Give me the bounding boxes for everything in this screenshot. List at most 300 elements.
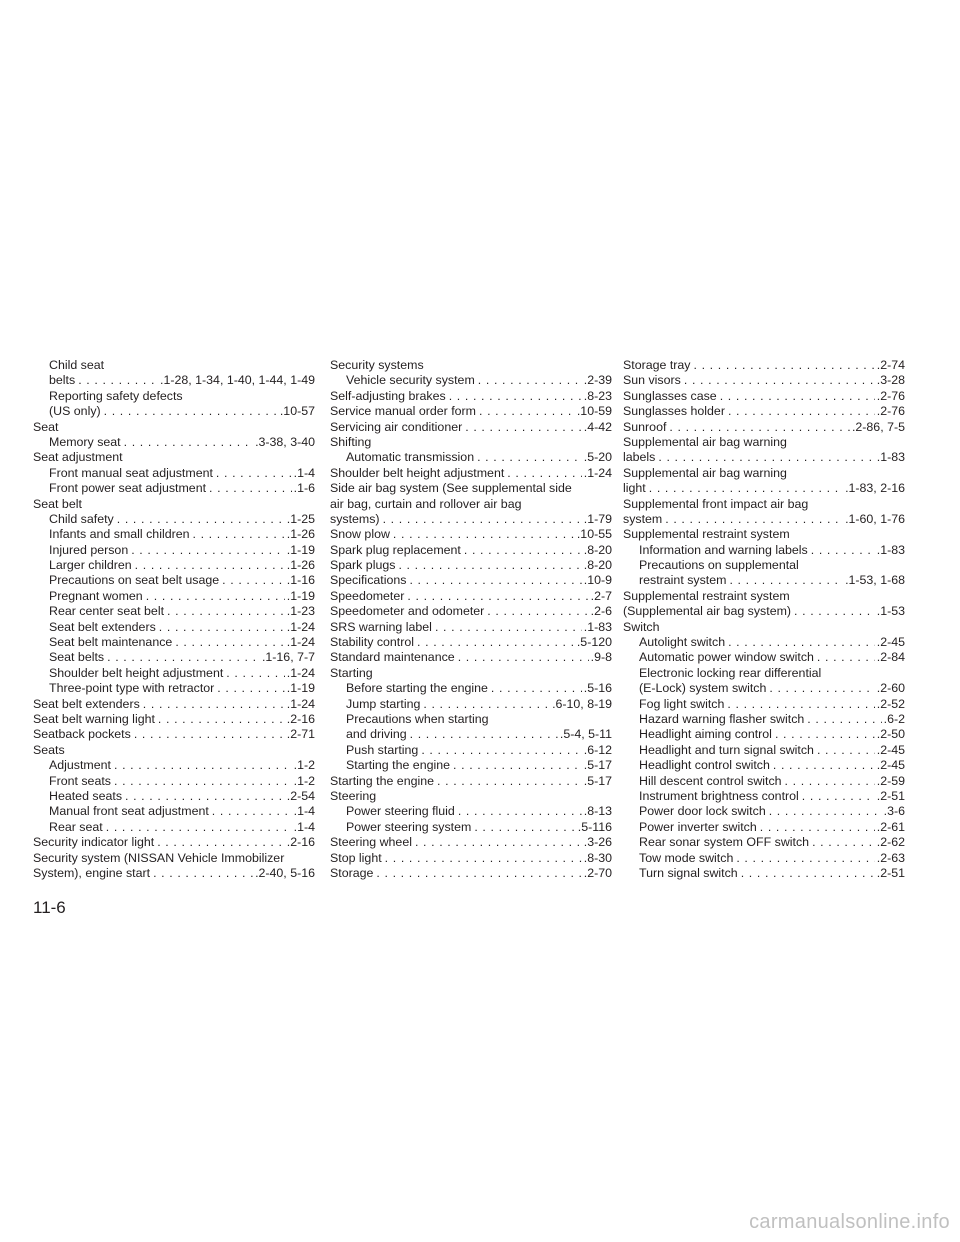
index-entry-page: .10-57 bbox=[279, 404, 315, 419]
dot-leader bbox=[462, 420, 582, 435]
index-entry bbox=[330, 373, 612, 388]
index-entry-label: systems) bbox=[330, 511, 380, 526]
dot-leader bbox=[782, 774, 875, 789]
index-entry bbox=[623, 650, 905, 665]
index-entry bbox=[623, 697, 905, 712]
dot-leader bbox=[814, 743, 875, 758]
index-entry bbox=[33, 466, 315, 481]
index-entry-label: Three-point type with retractor bbox=[49, 681, 215, 696]
index-entry-label: Supplemental restraint system bbox=[623, 588, 790, 603]
index-entry-page: .1-24 bbox=[583, 465, 612, 480]
index-entry bbox=[330, 558, 612, 573]
index-entry-label: SRS warning label bbox=[330, 619, 432, 634]
index-entry-page: .1-28, 1-34, 1-40, 1-44, 1-49 bbox=[160, 373, 315, 388]
index-entry-label: Security indicator light bbox=[33, 835, 155, 850]
index-entry bbox=[330, 666, 612, 681]
index-entry bbox=[330, 589, 612, 604]
index-entry-label: Spark plugs bbox=[330, 558, 396, 573]
index-entry-label: Speedometer and odometer bbox=[330, 604, 485, 619]
index-entry bbox=[33, 404, 315, 419]
index-entry-label: Security systems bbox=[330, 358, 424, 372]
index-entry-page: .1-2 bbox=[293, 758, 315, 773]
index-entry-label: Child safety bbox=[49, 511, 114, 526]
index-entry bbox=[330, 358, 612, 373]
index-entry-label: Storage bbox=[330, 865, 374, 880]
dot-leader bbox=[114, 512, 285, 527]
index-entry bbox=[623, 681, 905, 696]
index-entry-page: .5-17 bbox=[583, 758, 612, 773]
index-entry-label: Seat belt warning light bbox=[33, 711, 155, 726]
index-entry-label: Infants and small children bbox=[49, 527, 190, 542]
index-entry-label: Automatic power window switch bbox=[639, 650, 814, 665]
index-entry bbox=[623, 835, 905, 850]
index-entry-page: .1-4 bbox=[293, 465, 315, 480]
dot-leader bbox=[209, 804, 292, 819]
dot-leader bbox=[140, 697, 285, 712]
index-entry-page: .2-52 bbox=[876, 696, 905, 711]
index-entry-label: Self-adjusting brakes bbox=[330, 388, 446, 403]
index-entry bbox=[330, 774, 612, 789]
index-entry-page: .1-83 bbox=[583, 619, 612, 634]
index-entry-page: .9-8 bbox=[590, 650, 612, 665]
index-entry-label: Jump starting bbox=[346, 696, 421, 711]
index-entry bbox=[33, 835, 315, 850]
index-entry bbox=[33, 681, 315, 696]
index-entry bbox=[623, 435, 905, 450]
index-entry-label: Starting the engine bbox=[330, 773, 435, 788]
index-entry bbox=[623, 558, 905, 573]
index-entry-label: Rear sonar system OFF switch bbox=[639, 835, 810, 850]
index-entry-label: Shifting bbox=[330, 434, 372, 449]
index-entry-label: Vehicle security system bbox=[346, 373, 475, 388]
index-entry-page: .5-4, 5-11 bbox=[559, 727, 612, 742]
index-entry-label: Before starting the engine bbox=[346, 681, 488, 696]
index-entry-label: Supplemental restraint system bbox=[623, 527, 790, 542]
index-entry-label: Reporting safety defects bbox=[49, 388, 183, 403]
index-entry-label: restraint system bbox=[639, 573, 727, 588]
dot-leader bbox=[373, 866, 581, 881]
index-entry bbox=[330, 435, 612, 450]
dot-leader bbox=[412, 835, 582, 850]
dot-leader bbox=[757, 820, 875, 835]
index-entry bbox=[33, 851, 315, 866]
dot-leader bbox=[791, 604, 875, 619]
index-entry-label: Front manual seat adjustment bbox=[49, 465, 213, 480]
index-entry-label: and driving bbox=[346, 727, 407, 742]
index-entry-label: Switch bbox=[623, 619, 660, 634]
dot-leader bbox=[432, 620, 582, 635]
index-entry bbox=[330, 697, 612, 712]
index-entry-page: .8-30 bbox=[583, 850, 612, 865]
index-entry bbox=[623, 389, 905, 404]
index-entry-page: .1-25 bbox=[286, 511, 315, 526]
index-entry bbox=[33, 789, 315, 804]
index-entry bbox=[33, 527, 315, 542]
index-entry bbox=[33, 743, 315, 758]
index-column-1 bbox=[33, 358, 315, 881]
index-entry-label: belts bbox=[49, 373, 76, 388]
index-entry bbox=[330, 420, 612, 435]
index-entry-page: .1-4 bbox=[293, 819, 315, 834]
index-entry-page: .10-59 bbox=[576, 404, 612, 419]
index-entry-page: .2-59 bbox=[876, 773, 905, 788]
dot-leader bbox=[390, 527, 575, 542]
dot-leader bbox=[646, 481, 843, 496]
index-entry-page: .1-83 bbox=[876, 542, 905, 557]
index-entry bbox=[330, 604, 612, 619]
dot-leader bbox=[121, 435, 253, 450]
index-entry-label: Starting bbox=[330, 665, 373, 680]
index-entry bbox=[330, 573, 612, 588]
index-entry bbox=[33, 512, 315, 527]
index-entry bbox=[330, 820, 612, 835]
index-entry bbox=[623, 420, 905, 435]
index-entry-page: .2-76 bbox=[876, 388, 905, 403]
index-entry bbox=[330, 450, 612, 465]
index-entry bbox=[33, 820, 315, 835]
dot-leader bbox=[476, 404, 575, 419]
dot-leader bbox=[406, 573, 581, 588]
dot-leader bbox=[766, 804, 882, 819]
index-entry bbox=[623, 727, 905, 742]
index-entry-page: .2-71 bbox=[286, 727, 315, 742]
dot-leader bbox=[104, 650, 260, 665]
dot-leader bbox=[662, 512, 843, 527]
dot-leader bbox=[223, 666, 284, 681]
dot-leader bbox=[461, 543, 582, 558]
index-entry-page: .8-23 bbox=[583, 388, 612, 403]
index-entry-label: Supplemental air bag warning bbox=[623, 465, 787, 480]
index-entry bbox=[330, 650, 612, 665]
dot-leader bbox=[414, 635, 575, 650]
dot-leader bbox=[474, 450, 582, 465]
dot-leader bbox=[733, 851, 874, 866]
index-entry-page: .5-16 bbox=[583, 681, 612, 696]
index-entry bbox=[623, 666, 905, 681]
index-entry-page: .1-83, 2-16 bbox=[845, 481, 905, 496]
index-entry-page: .1-19 bbox=[286, 681, 315, 696]
index-entry-label: labels bbox=[623, 450, 656, 465]
dot-leader bbox=[111, 758, 292, 773]
index-entry bbox=[623, 789, 905, 804]
dot-leader bbox=[404, 589, 588, 604]
index-entry bbox=[330, 727, 612, 742]
index-entry-label: Sunglasses case bbox=[623, 388, 717, 403]
index-entry-label: Push starting bbox=[346, 742, 419, 757]
index-entry-page: .1-24 bbox=[286, 665, 315, 680]
index-entry-page: .2-54 bbox=[286, 788, 315, 803]
index-entry-page: .2-45 bbox=[876, 758, 905, 773]
index-entry-label: Standard maintenance bbox=[330, 650, 455, 665]
dot-leader bbox=[101, 404, 278, 419]
index-entry-page: .6-10, 8-19 bbox=[552, 696, 612, 711]
index-entry-label: Snow plow bbox=[330, 527, 390, 542]
index-entry-label: Sunroof bbox=[623, 419, 667, 434]
index-entry-label: Precautions on seat belt usage bbox=[49, 573, 220, 588]
index-entry-page: .2-84 bbox=[876, 650, 905, 665]
index-entry bbox=[33, 389, 315, 404]
index-entry-page: .3-6 bbox=[883, 804, 905, 819]
index-entry-label: Sunglasses holder bbox=[623, 404, 725, 419]
index-entry-page: .1-4 bbox=[293, 804, 315, 819]
index-entry bbox=[330, 620, 612, 635]
index-entry bbox=[33, 373, 315, 388]
index-entry-label: Rear seat bbox=[49, 819, 103, 834]
index-entry bbox=[33, 543, 315, 558]
dot-leader bbox=[770, 758, 875, 773]
index-entry-label: Tow mode switch bbox=[639, 850, 734, 865]
dot-leader bbox=[122, 789, 285, 804]
dot-leader bbox=[407, 727, 558, 742]
index-entry-label: Power inverter switch bbox=[639, 819, 757, 834]
index-entry-page: .1-19 bbox=[286, 542, 315, 557]
index-entry-label: Side air bag system (See supplemental side bbox=[330, 481, 572, 496]
index-entry bbox=[330, 481, 612, 496]
dot-leader bbox=[154, 835, 285, 850]
index-entry-page: .1-53 bbox=[876, 604, 905, 619]
dot-leader bbox=[471, 820, 575, 835]
index-entry-label: Hill descent control switch bbox=[639, 773, 782, 788]
index-entry bbox=[623, 804, 905, 819]
index-entry bbox=[33, 635, 315, 650]
index-entry bbox=[623, 851, 905, 866]
index-entry-label: Adjustment bbox=[49, 758, 111, 773]
index-entry bbox=[33, 589, 315, 604]
index-entry-label: Specifications bbox=[330, 573, 407, 588]
index-entry-label: Speedometer bbox=[330, 588, 405, 603]
index-entry bbox=[33, 450, 315, 465]
index-entry bbox=[623, 743, 905, 758]
index-entry-label: Service manual order form bbox=[330, 404, 476, 419]
index-entry bbox=[623, 404, 905, 419]
index-entry-page: .10-9 bbox=[583, 573, 612, 588]
index-entry-label: Stability control bbox=[330, 635, 415, 650]
index-column-2 bbox=[330, 358, 612, 881]
dot-leader bbox=[691, 358, 875, 373]
dot-leader bbox=[382, 851, 582, 866]
index-entry-label: Headlight aiming control bbox=[639, 727, 772, 742]
dot-leader bbox=[434, 774, 582, 789]
dot-leader bbox=[809, 835, 875, 850]
index-entry bbox=[330, 389, 612, 404]
index-entry bbox=[33, 558, 315, 573]
index-entry-label: Storage tray bbox=[623, 358, 691, 372]
index-entry-page: .2-70 bbox=[583, 865, 612, 880]
dot-leader bbox=[666, 420, 850, 435]
dot-leader bbox=[655, 450, 874, 465]
index-entry bbox=[623, 450, 905, 465]
index-entry-page: .1-26 bbox=[286, 527, 315, 542]
index-entry-label: Power door lock switch bbox=[639, 804, 766, 819]
index-entry-page: .2-62 bbox=[876, 835, 905, 850]
index-entry-page: .2-16 bbox=[286, 835, 315, 850]
index-entry-page: .4-42 bbox=[583, 419, 612, 434]
index-entry bbox=[623, 712, 905, 727]
index-entry-page: .2-61 bbox=[876, 819, 905, 834]
dot-leader bbox=[214, 681, 284, 696]
index-entry bbox=[623, 758, 905, 773]
dot-leader bbox=[206, 481, 292, 496]
index-entry-page: .2-39 bbox=[583, 373, 612, 388]
index-entry-label: Steering bbox=[330, 788, 377, 803]
index-entry bbox=[330, 835, 612, 850]
index-entry bbox=[330, 866, 612, 881]
index-entry-page: .1-24 bbox=[286, 619, 315, 634]
index-entry bbox=[33, 727, 315, 742]
index-entry bbox=[330, 527, 612, 542]
index-entry bbox=[623, 589, 905, 604]
index-entry-label: Manual front seat adjustment bbox=[49, 804, 209, 819]
index-entry-page: .1-23 bbox=[286, 604, 315, 619]
dot-leader bbox=[213, 466, 292, 481]
index-entry bbox=[33, 650, 315, 665]
dot-leader bbox=[681, 373, 875, 388]
index-entry-label: Seats bbox=[33, 742, 65, 757]
dot-leader bbox=[475, 373, 582, 388]
dot-leader bbox=[455, 804, 582, 819]
index-entry-page: .2-16 bbox=[286, 711, 315, 726]
index-entry-label: Shoulder belt height adjustment bbox=[49, 665, 224, 680]
index-entry-label: Seat belt maintenance bbox=[49, 635, 173, 650]
index-entry bbox=[330, 758, 612, 773]
index-entry-label: Headlight and turn signal switch bbox=[639, 742, 814, 757]
dot-leader bbox=[418, 743, 581, 758]
index-entry bbox=[33, 604, 315, 619]
index-entry-label: Pregnant women bbox=[49, 588, 143, 603]
index-entry bbox=[330, 466, 612, 481]
index-entry-page: .2-7 bbox=[590, 588, 612, 603]
index-entry-page: .2-51 bbox=[876, 865, 905, 880]
dot-leader bbox=[190, 527, 285, 542]
index-entry-page: .1-26 bbox=[286, 558, 315, 573]
index-entry-label: (Supplemental air bag system) bbox=[623, 604, 792, 619]
index-entry bbox=[623, 497, 905, 512]
index-entry-label: Seat belt extenders bbox=[33, 696, 140, 711]
index-entry bbox=[33, 435, 315, 450]
dot-leader bbox=[455, 650, 589, 665]
index-entry-label: Seat adjustment bbox=[33, 450, 123, 465]
index-entry-label: Turn signal switch bbox=[639, 865, 738, 880]
index-entry bbox=[623, 358, 905, 373]
index-entry bbox=[623, 466, 905, 481]
index-entry bbox=[33, 774, 315, 789]
index-entry-label: Supplemental front impact air bag bbox=[623, 496, 809, 511]
index-entry-label: Security system (NISSAN Vehicle Immobilizer bbox=[33, 850, 285, 865]
index-entry bbox=[330, 804, 612, 819]
dot-leader bbox=[111, 774, 292, 789]
index-entry bbox=[623, 866, 905, 881]
index-entry-label: Heated seats bbox=[49, 788, 123, 803]
dot-leader bbox=[172, 635, 284, 650]
index-entry-page: .10-55 bbox=[576, 527, 612, 542]
dot-leader bbox=[395, 558, 581, 573]
index-entry-label: Precautions on supplemental bbox=[639, 558, 799, 573]
index-entry-page: .1-24 bbox=[286, 696, 315, 711]
index-entry-label: light bbox=[623, 481, 646, 496]
index-entry-page: .1-2 bbox=[293, 773, 315, 788]
index-entry-page: .3-26 bbox=[583, 835, 612, 850]
index-entry-label: Power steering system bbox=[346, 819, 472, 834]
index-entry-label: Steering wheel bbox=[330, 835, 412, 850]
index-entry-page: .5-20 bbox=[583, 450, 612, 465]
index-entry bbox=[33, 573, 315, 588]
dot-leader bbox=[772, 727, 875, 742]
index-entry-page: .1-6 bbox=[293, 481, 315, 496]
dot-leader bbox=[804, 712, 881, 727]
index-entry bbox=[330, 789, 612, 804]
index-entry-label: system bbox=[623, 511, 663, 526]
dot-leader bbox=[103, 820, 292, 835]
index-entry-label: Seatback pockets bbox=[33, 727, 131, 742]
index-entry-page: .2-50 bbox=[876, 727, 905, 742]
index-entry bbox=[623, 481, 905, 496]
index-entry-label: Precautions when starting bbox=[346, 711, 489, 726]
index-entry bbox=[33, 804, 315, 819]
dot-leader bbox=[75, 373, 158, 388]
dot-leader bbox=[726, 573, 843, 588]
index-entry bbox=[33, 497, 315, 512]
index-entry bbox=[330, 712, 612, 727]
dot-leader bbox=[446, 389, 582, 404]
index-entry bbox=[330, 681, 612, 696]
index-entry-page: .8-20 bbox=[583, 558, 612, 573]
dot-leader bbox=[150, 866, 253, 881]
index-entry-page: .8-20 bbox=[583, 542, 612, 557]
index-entry-page: .5-120 bbox=[576, 635, 612, 650]
index-entry-label: Information and warning labels bbox=[639, 542, 808, 557]
dot-leader bbox=[128, 543, 285, 558]
index-entry-label: Seat bbox=[33, 419, 59, 434]
index-entry-label: System), engine start bbox=[33, 865, 151, 880]
dot-leader bbox=[814, 650, 875, 665]
dot-leader bbox=[164, 604, 285, 619]
index-entry-label: Seat belt bbox=[33, 496, 82, 511]
index-entry-page: .1-16 bbox=[286, 573, 315, 588]
index-entry-page: .2-60 bbox=[876, 681, 905, 696]
dot-leader bbox=[808, 543, 875, 558]
index-entry-label: Stop light bbox=[330, 850, 382, 865]
index-entry bbox=[623, 573, 905, 588]
index-entry-page: .6-2 bbox=[883, 711, 905, 726]
index-entry bbox=[623, 527, 905, 542]
dot-leader bbox=[504, 466, 581, 481]
index-entry-page: .1-83 bbox=[876, 450, 905, 465]
index-entry bbox=[330, 743, 612, 758]
dot-leader bbox=[155, 712, 285, 727]
dot-leader bbox=[131, 727, 285, 742]
index-entry bbox=[33, 712, 315, 727]
index-entry bbox=[330, 497, 612, 512]
index-entry-label: (US only) bbox=[49, 404, 101, 419]
index-entry-label: Starting the engine bbox=[346, 758, 451, 773]
index-column-3 bbox=[623, 358, 905, 881]
index-entry bbox=[623, 543, 905, 558]
index-entry-page: .2-86, 7-5 bbox=[851, 419, 905, 434]
dot-leader bbox=[380, 512, 582, 527]
index-entry bbox=[33, 420, 315, 435]
index-entry bbox=[33, 481, 315, 496]
index-entry-page: .1-79 bbox=[583, 511, 612, 526]
index-entry-label: Hazard warning flasher switch bbox=[639, 711, 805, 726]
index-entry bbox=[623, 620, 905, 635]
index-entry-page: .6-12 bbox=[583, 742, 612, 757]
dot-leader bbox=[132, 558, 285, 573]
index-entry-label: Power steering fluid bbox=[346, 804, 455, 819]
index-entry bbox=[623, 604, 905, 619]
index-entry bbox=[33, 358, 315, 373]
index-entry bbox=[33, 866, 315, 881]
watermark: carmanualsonline.info bbox=[749, 1211, 950, 1233]
